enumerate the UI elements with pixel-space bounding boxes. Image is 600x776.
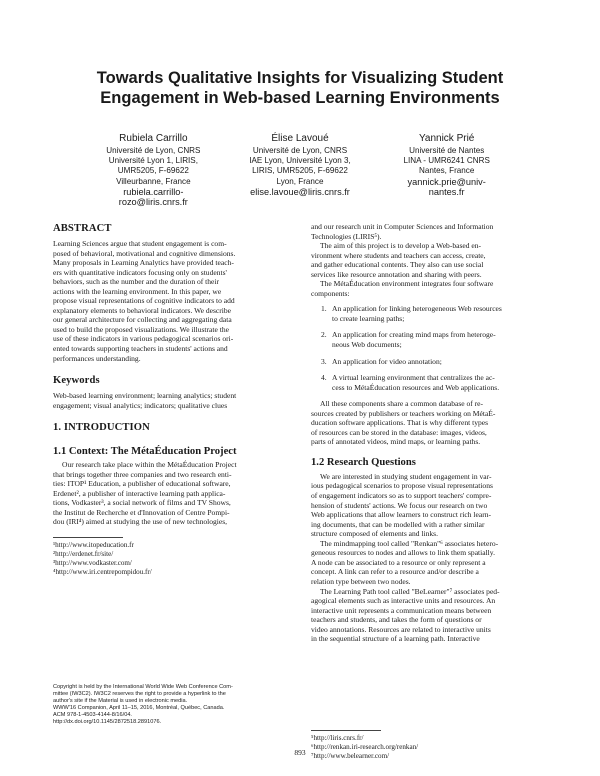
text-line: concept. A link can refer to a resource and/or describe a — [311, 567, 479, 577]
text-line: video annotations. Resources are related to interactive units — [311, 624, 491, 634]
text-line: and our research unit in Computer Sciences and Information — [311, 222, 494, 231]
author-name: Yannick Prié — [418, 133, 475, 144]
text-line: hension of students' actions. We focus our research on two — [311, 500, 488, 510]
affiliation-line: UMR5205, F-69622 — [117, 166, 189, 176]
author-email: rubiela.carrillo- — [123, 186, 184, 197]
footnote: ¹http://www.itopeducation.fr — [53, 541, 134, 550]
text-line: services like resource annotation and sharing with peers. — [311, 269, 482, 279]
author-email: nantes.fr — [428, 187, 465, 198]
text-line: Technologies (LIRIS⁵). — [311, 231, 382, 241]
components-list — [311, 304, 552, 392]
research-questions-subheading: 1.2 Research Questions — [311, 456, 416, 468]
text-line: ducation software applications. That is why different types — [311, 418, 489, 428]
text-line: The mindmapping tool called "Renkan"⁶ associates hetero- — [320, 538, 499, 548]
copyright-notice — [53, 684, 294, 727]
copyright-line: http://dx.doi.org/10.1145/2872518.2891076. — [53, 719, 162, 726]
intro-continued-text — [311, 222, 552, 298]
footnote: ³http://www.vodkaster.com/ — [53, 559, 132, 568]
list-number: 2. — [321, 330, 327, 340]
title-line-1: Towards Qualitative Insights for Visualizing Student — [96, 69, 504, 87]
text-line: explanatory elements to behavioral indicators. We describe — [53, 305, 232, 315]
text-line: engagement; visual analytics; indicators; qualitative clues — [53, 400, 228, 410]
affiliation-line: Villeurbanne, France — [116, 176, 191, 186]
copyright-line: WWW'16 Companion, April 11–15, 2016, Montréal, Québec, Canada. — [53, 705, 225, 712]
text-line: ers with quantitative indicators focusing only on students' — [53, 267, 227, 277]
text-line: sources created by publishers or teachers working on MétaÉ- — [311, 408, 496, 418]
text-line: dou (IRI⁴) aimed at studying the use of new technologies, — [53, 517, 228, 527]
text-line: the Institut de Recherche et d'Innovation of Centre Pompi- — [53, 507, 230, 517]
abstract-heading: ABSTRACT — [53, 223, 112, 234]
context-subheading: 1.1 Context: The MétaÉducation Project — [53, 446, 237, 458]
text-line: An application for creating mind maps from heteroge- — [332, 330, 496, 340]
text-line: of engagement indicators so as to support teachers' compre- — [311, 491, 492, 501]
text-line: parts of annotated videos, mind maps, or learning paths. — [311, 437, 481, 447]
text-line: Web applications that allow learners to construct rich learn- — [311, 510, 492, 520]
text-line: A node can be associated to a resource or only represent a — [311, 557, 486, 567]
list-number: 1. — [321, 304, 327, 314]
text-line: interactive unit represents a communication means between — [311, 605, 492, 615]
left-column — [53, 222, 294, 577]
copyright-line: ACM 978-1-4503-4144-8/16/04. — [53, 712, 132, 719]
affiliation-line: Université Lyon 1, LIRIS, — [108, 156, 198, 166]
text-line: Learning Sciences argue that student engagement is com- — [53, 239, 227, 248]
list-number: 3. — [321, 356, 327, 366]
author-block — [80, 133, 520, 208]
text-line: The MétaÉducation environment integrates four software — [320, 279, 494, 289]
list-item — [311, 304, 552, 323]
text-line: An application for linking heterogeneous Web resources — [332, 304, 502, 314]
text-line: of resources can be stored in the database: images, videos, — [311, 427, 487, 437]
page-number: 893 — [294, 748, 306, 757]
text-line: that brings together three companies and two research enti- — [53, 469, 232, 479]
footnote: ⁵http://liris.cnrs.fr/ — [311, 734, 364, 742]
footnote: ⁴http://www.iri.centrepompidou.fr/ — [53, 568, 152, 577]
text-line: The Learning Path tool called "BeLearner"⁷ associates ped- — [320, 586, 500, 596]
paper-title — [40, 68, 560, 108]
text-line: to create learning paths; — [332, 313, 405, 323]
text-line: and gather educational contents. They also can use social — [311, 260, 484, 270]
affiliation-line: Université de Lyon, CNRS — [252, 146, 348, 155]
introduction-heading: 1. INTRODUCTION — [53, 422, 150, 434]
text-line: Erdenet², a publisher of interactive learning path applica- — [53, 488, 226, 498]
text-line: relation type between two nodes. — [311, 576, 411, 586]
text-line: Many proposals in Learning Analytics have provided teach- — [53, 258, 234, 268]
text-line: A virtual learning environment that centralizes the ac- — [332, 373, 495, 383]
footnote: ²http://erdenet.fr/site/ — [53, 550, 114, 559]
text-line: geneous resources to nodes and allows to link them spatially. — [311, 548, 495, 558]
components-after-text — [311, 399, 552, 447]
author-name: Rubiela Carrillo — [119, 133, 188, 144]
copyright-line: Copyright is held by the International World Wide Web Conference Com- — [53, 684, 233, 690]
text-line: ented towards supporting teachers in students' actions and — [53, 344, 228, 354]
affiliation-line: Université de Lyon, CNRS — [106, 146, 201, 155]
affiliation-line: LIRIS, UMR5205, F-69622 — [252, 166, 348, 176]
text-line: used to build the proposed visualizations. We illustrate the — [53, 324, 229, 334]
text-line: propose visual representations of cognitive indicators to add — [53, 296, 235, 306]
author-2 — [227, 133, 374, 208]
text-line: An application for video annotation; — [332, 356, 442, 366]
affiliation-line: IAE Lyon, Université Lyon 3, — [249, 156, 351, 166]
text-line: vironment where students and teachers can access, create, — [311, 250, 486, 260]
copyright-line: mittee (IW3C2). IW3C2 reserves the right to provide a hyperlink to the — [53, 691, 226, 698]
text-line: our general architecture for collecting and aggregating data — [53, 315, 232, 325]
author-3 — [373, 133, 520, 208]
title-line-2: Engagement in Web-based Learning Environments — [100, 89, 500, 107]
research-questions-text — [311, 472, 552, 644]
text-line: cess to MétaÉducation resources and Web applications. — [332, 382, 500, 392]
right-column — [311, 222, 552, 644]
footnote: ⁶http://renkan.iri-research.org/renkan/ — [311, 743, 419, 751]
footnote: ⁷http://www.belearner.com/ — [311, 752, 390, 760]
footnotes-left — [53, 541, 294, 577]
affiliation-line: Lyon, France — [276, 176, 324, 186]
text-line: agogical elements such as interactive units and resources. An — [311, 596, 496, 606]
copyright-line: author's site if the Material is used in electronic media. — [53, 698, 188, 705]
text-line: The aim of this project is to develop a Web-based en- — [320, 241, 482, 251]
author-email: yannick.prie@univ- — [407, 176, 486, 187]
author-email: elise.lavoue@liris.cnrs.fr — [250, 186, 350, 197]
text-line: posed of behavioral, motivational and cognitive dimensions. — [53, 248, 236, 258]
text-line: teachers and students, and takes the form of questions or — [311, 615, 482, 625]
text-line: actions with the learning environment. In this paper, we — [53, 286, 222, 296]
text-line: Web-based learning environment; learning analytics; student — [53, 391, 237, 401]
footnote-divider — [53, 537, 123, 538]
text-line: use of these indicators in various pedagogical scenarios ori- — [53, 334, 234, 344]
text-line: ious pedagogical scenarios to propose visual representations — [311, 481, 493, 491]
text-line: behaviors, such as the number and the duration of their — [53, 277, 219, 287]
affiliation-line: Nantes, France — [419, 166, 475, 176]
text-line: We are interested in studying student engagement in var- — [320, 471, 492, 481]
affiliation-line: Université de Nantes — [409, 146, 485, 155]
author-name: Élise Lavoué — [271, 133, 329, 144]
text-line: tions, Vodkaster³, a social network of films and TV Shows, — [53, 498, 231, 508]
text-line: ing documents, that can be modelled with a rather similar — [311, 519, 485, 529]
text-line: components: — [311, 288, 350, 298]
affiliation-line: LINA - UMR6241 CNRS — [403, 156, 490, 166]
text-line: neous Web documents; — [332, 340, 402, 350]
text-line: in the sequential structure of a learning path. Interactive — [311, 634, 480, 644]
keywords-heading: Keywords — [53, 375, 100, 387]
text-line: structure composed of elements and links. — [311, 529, 439, 539]
text-line: All these components share a common database of re- — [320, 399, 484, 409]
context-text — [53, 460, 294, 527]
author-email: rozo@liris.cnrs.fr — [118, 197, 188, 208]
keywords-text — [53, 391, 294, 410]
list-item — [311, 373, 552, 392]
footnote-divider — [311, 730, 381, 731]
list-item — [311, 357, 552, 367]
list-number: 4. — [321, 373, 327, 383]
text-line: Our research take place within the MétaÉducation Project — [62, 460, 237, 470]
text-line: ties: ITOP¹ Education, a publisher of educational software, — [53, 479, 231, 489]
abstract-text — [53, 239, 294, 363]
text-line: performances understanding. — [53, 353, 141, 363]
list-item — [311, 330, 552, 349]
author-1 — [80, 133, 227, 208]
